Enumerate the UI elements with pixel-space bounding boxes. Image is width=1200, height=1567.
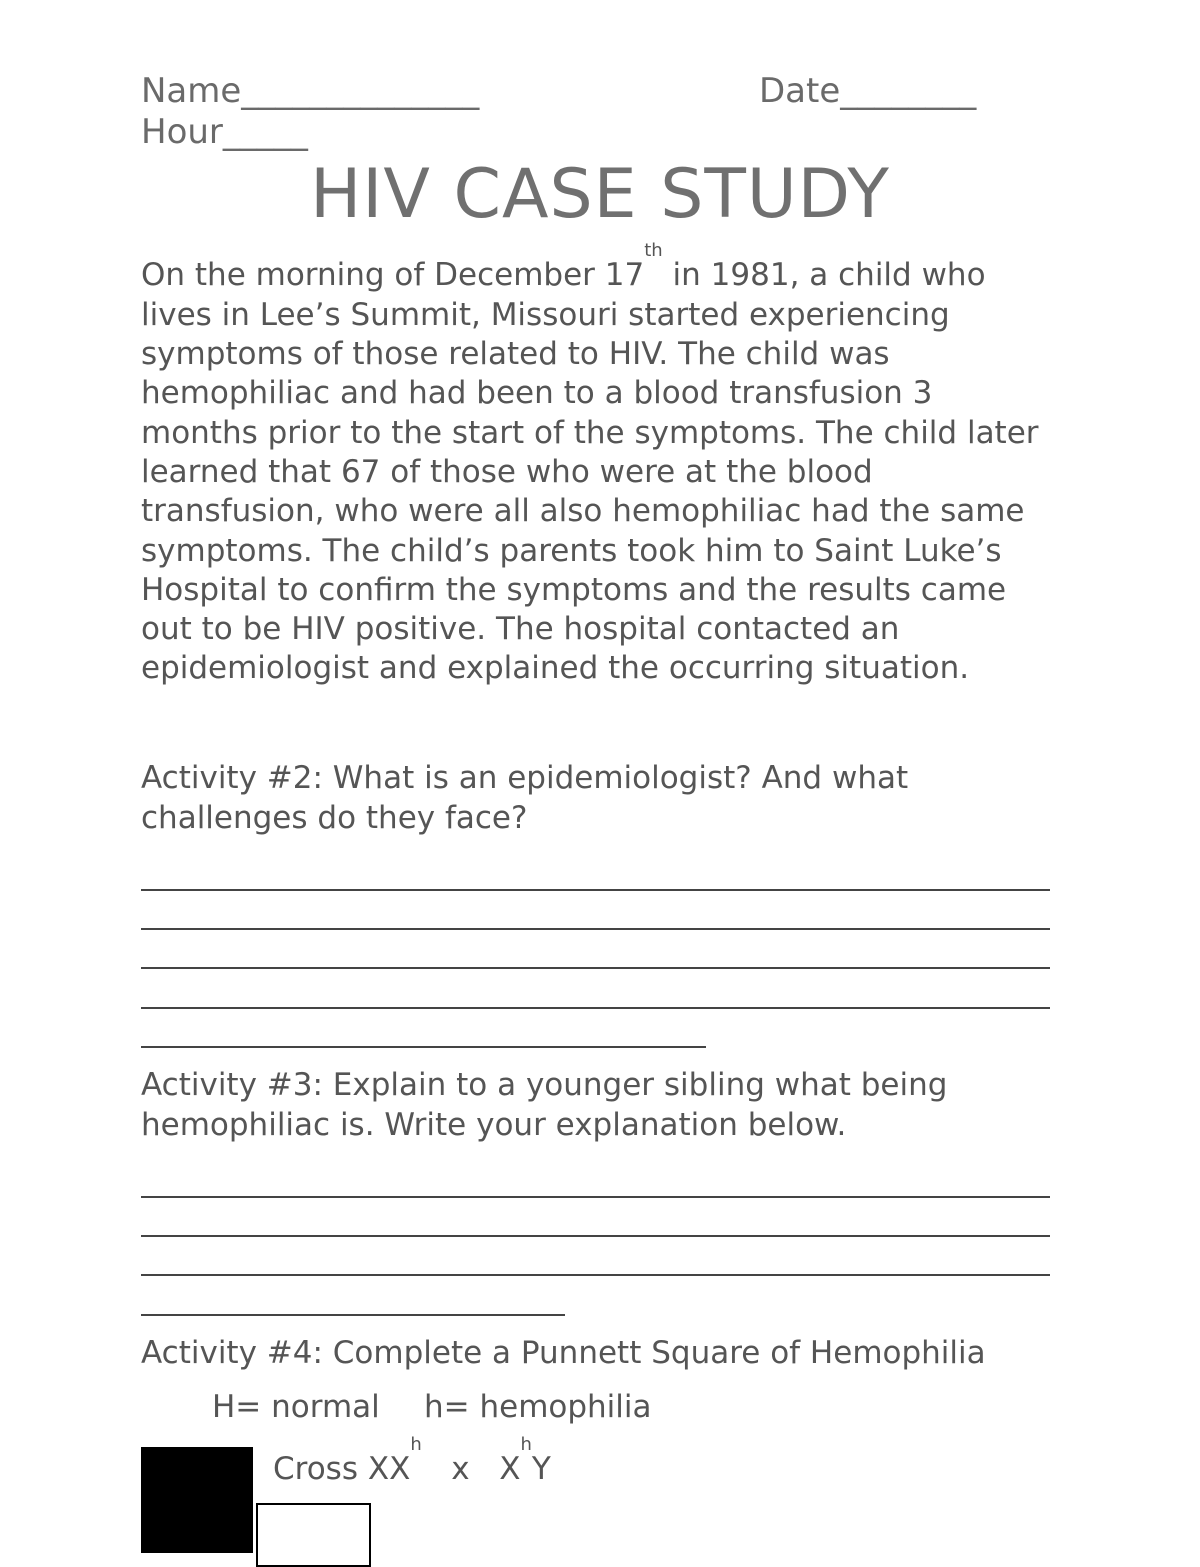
- answer-line[interactable]: [141, 1274, 1050, 1276]
- date-field[interactable]: Date________: [759, 71, 977, 111]
- story-line: learned that 67 of those who were at the blood: [141, 454, 873, 490]
- answer-line[interactable]: [141, 928, 1050, 930]
- story-line: hemophiliac and had been to a blood transfusion 3: [141, 375, 933, 411]
- answer-line[interactable]: [141, 1314, 565, 1316]
- story-line: symptoms of those related to HIV. The child was: [141, 336, 890, 372]
- page-title: HIV CASE STUDY: [310, 155, 890, 234]
- story-line: [141, 240, 986, 295]
- answer-line[interactable]: [141, 889, 1050, 891]
- cross-sup: h: [520, 1434, 532, 1455]
- activity-4-heading: Activity #4: Complete a Punnett Square of Hemophilia: [141, 1335, 986, 1371]
- cross-label: [273, 1434, 551, 1489]
- story-line: out to be HIV positive. The hospital contacted an: [141, 611, 900, 647]
- punnett-corner-cell: [141, 1447, 253, 1553]
- answer-line[interactable]: [141, 1046, 706, 1048]
- answer-line[interactable]: [141, 1235, 1050, 1237]
- cross-text: Y: [531, 1451, 551, 1487]
- key-hemophilia: h= hemophilia: [424, 1389, 652, 1425]
- activity-2-question: Activity #2: What is an epidemiologist? And what: [141, 760, 909, 796]
- story-line: epidemiologist and explained the occurring situation.: [141, 650, 970, 686]
- activity-3-question: hemophiliac is. Write your explanation below.: [141, 1107, 847, 1143]
- answer-line[interactable]: [141, 1196, 1050, 1198]
- story-line: months prior to the start of the symptoms. The child later: [141, 415, 1039, 451]
- story-line1-sup: th: [644, 240, 663, 261]
- activity-2-question: challenges do they face?: [141, 800, 528, 836]
- name-field[interactable]: Name______________: [141, 71, 480, 111]
- activity-3-question: Activity #3: Explain to a younger sibling what being: [141, 1067, 948, 1103]
- key-normal: H= normal: [212, 1389, 380, 1425]
- story-line1-post: in 1981, a child who: [662, 257, 986, 293]
- story-line: Hospital to confirm the symptoms and the results came: [141, 572, 1007, 608]
- story-line: symptoms. The child’s parents took him to Saint Luke’s: [141, 533, 1002, 569]
- cross-text: Cross XX: [273, 1451, 411, 1487]
- cross-text: x X: [421, 1451, 521, 1487]
- answer-line[interactable]: [141, 967, 1050, 969]
- story-line: lives in Lee’s Summit, Missouri started experiencing: [141, 297, 950, 333]
- story-line: transfusion, who were all also hemophiliac had the same: [141, 493, 1025, 529]
- story-line1-pre: On the morning of December 17: [141, 257, 645, 293]
- answer-line[interactable]: [141, 1007, 1050, 1009]
- cross-sup: h: [410, 1434, 422, 1455]
- punnett-cell[interactable]: [256, 1503, 371, 1567]
- hour-field[interactable]: Hour_____: [141, 112, 308, 152]
